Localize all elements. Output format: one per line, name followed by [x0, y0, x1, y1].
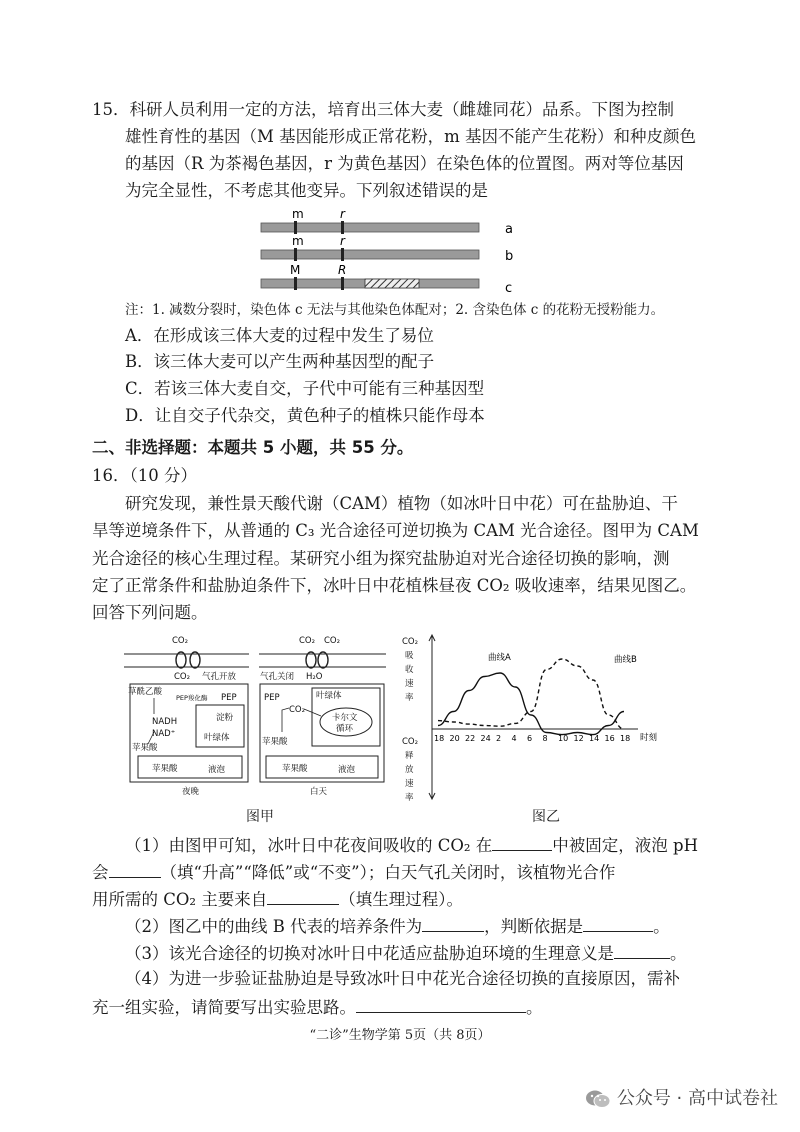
day-pep: PEP — [264, 693, 280, 703]
y-bottom-label-0: CO₂ — [402, 737, 419, 747]
figure-jia — [124, 632, 394, 802]
night-malate-2: 苹果酸 — [152, 764, 178, 774]
x-tick-label: 8 — [542, 734, 548, 743]
night-pep: PEP — [221, 693, 237, 703]
chromosome-label-a: a — [505, 222, 513, 237]
y-top-label-0: CO₂ — [402, 637, 419, 647]
y-top-label-2: 收 — [405, 665, 414, 675]
night-co2-bottom: CO₂ — [174, 672, 191, 682]
day-stoma-closed: 气孔关闭 — [260, 672, 295, 682]
fig-yi-caption: 图乙 — [532, 809, 560, 825]
sub1-blank-3[interactable] — [267, 886, 339, 905]
sub2-text-c: 。 — [653, 917, 670, 936]
chromosome-a — [261, 223, 479, 232]
day-vacuole: 液泡 — [338, 765, 356, 775]
night-co2-top: CO₂ — [172, 636, 189, 646]
sub1-line-1 — [125, 832, 698, 858]
sub3-text-b: 。 — [670, 944, 687, 963]
fig-jia-caption: 图甲 — [246, 809, 274, 825]
y-top-label-1: 吸 — [405, 651, 414, 661]
x-tick-label: 20 — [449, 734, 460, 743]
q15-note: 注：1. 减数分裂时，染色体 c 无法与其他染色体配对；2. 含染色体 c 的花粉无授粉能力。 — [125, 302, 665, 318]
night-malate-1: 苹果酸 — [132, 743, 158, 753]
sub1-text-b: 中被固定，液泡 pH — [552, 836, 698, 855]
day-caption: 白天 — [310, 787, 328, 797]
q15-line-2: 雄性育性的基因（M 基因能形成正常花粉，m 基因不能产生花粉）和种皮颜色 — [125, 127, 697, 146]
y-top-label-3: 速 — [405, 679, 414, 689]
y-top-label-4: 率 — [405, 693, 414, 703]
section-heading: 二、非选择题：本题共 5 小题，共 55 分。 — [92, 438, 414, 457]
gene-label-m-b: m — [292, 234, 304, 248]
sub1-text-f: （填生理过程）。 — [339, 890, 464, 909]
night-chloroplast: 叶绿体 — [204, 733, 230, 743]
night-oaa: 草酰乙酸 — [128, 687, 163, 697]
x-tick-label: 6 — [527, 734, 533, 743]
sub4-blank[interactable] — [356, 994, 526, 1013]
sub4-text-c: 。 — [526, 998, 543, 1017]
q15-option-a: A．在形成该三体大麦的过程中发生了易位 — [125, 326, 434, 345]
night-starch: 淀粉 — [216, 713, 234, 723]
q15-option-c: C．若该三体大麦自交，子代中可能有三种基因型 — [125, 379, 485, 398]
sub3-line — [125, 940, 687, 966]
x-unit-label: 时刻 — [640, 733, 658, 743]
watermark-text: 公众号 · 高中试卷社 — [616, 1088, 778, 1109]
gene-label-R-c: R — [338, 263, 347, 277]
q16-para-4: 定了正常条件和盐胁迫条件下，冰叶日中花植株昼夜 CO₂ 吸收速率，结果见图乙。 — [92, 576, 697, 595]
gene-label-M-c: M — [290, 263, 301, 277]
q15-option-d: D．让自交子代杂交，黄色种子的植株只能作母本 — [125, 406, 485, 425]
gene-label-m-a: m — [292, 207, 304, 221]
x-tick-label: 18 — [434, 734, 445, 743]
curve-b-line — [438, 659, 624, 729]
day-malate-1: 苹果酸 — [262, 737, 288, 747]
gene-label-r-b: r — [340, 234, 345, 248]
sub4-line-2 — [92, 994, 543, 1020]
x-tick-label: 22 — [465, 734, 476, 743]
q15-line-4: 为完全显性，不考虑其他变异。下列叙述错误的是 — [125, 181, 488, 200]
day-h2o: H₂O — [306, 672, 323, 682]
curve-a-line — [438, 673, 624, 735]
sub2-text-b: ，判断依据是 — [484, 917, 584, 936]
x-tick-label: 18 — [620, 734, 631, 743]
figure-yi-chart — [402, 632, 670, 802]
q15-line-1: 15．科研人员利用一定的方法，培育出三体大麦（雌雄同花）品系。下图为控制 — [92, 100, 674, 119]
x-tick-label: 10 — [558, 734, 569, 743]
x-tick-label: 4 — [511, 734, 517, 743]
day-malate-2: 苹果酸 — [282, 764, 308, 774]
q16-para-3: 光合途径的核心生理过程。某研究小组为探究盐胁迫对光合途径切换的影响，测 — [92, 549, 670, 568]
curve-b-label: 曲线B — [614, 655, 637, 665]
night-pep-enzyme: PEP羧化酶 — [176, 694, 208, 702]
sub1-text-d: （填“升高”“降低”或“不变”）；白天气孔关闭时，该植物光合作 — [160, 863, 616, 882]
chromosome-label-c: c — [505, 281, 513, 296]
day-co2-mid: CO₂ — [289, 705, 306, 715]
sub2-blank-2[interactable] — [583, 913, 653, 932]
y-bottom-label-1: 释 — [405, 751, 414, 761]
y-bottom-label-3: 速 — [405, 779, 414, 789]
sub1-text-c: 会 — [92, 863, 109, 882]
calvin-label-1: 卡尔文 — [332, 713, 358, 723]
calvin-label-2: 循环 — [336, 724, 354, 734]
wechat-icon — [585, 1089, 611, 1109]
sub3-text-a: （3）该光合途径的切换对冰叶日中花适应盐胁迫环境的生理意义是 — [125, 944, 614, 963]
sub3-blank[interactable] — [614, 940, 670, 959]
day-chloroplast: 叶绿体 — [316, 691, 342, 701]
night-vacuole: 液泡 — [208, 765, 226, 775]
gene-label-r-a: r — [340, 207, 345, 221]
chromosome-label-b: b — [505, 249, 514, 264]
day-co2-b: CO₂ — [324, 636, 341, 646]
sub2-line — [125, 913, 670, 939]
sub4-line-1: （4）为进一步验证盐胁迫是导致冰叶日中花光合途径切换的直接原因，需补 — [125, 969, 680, 988]
q15-option-b: B．该三体大麦可以产生两种基因型的配子 — [125, 352, 435, 371]
night-nadh: NADH — [152, 717, 178, 727]
sub2-blank-1[interactable] — [422, 913, 484, 932]
sub2-text-a: （2）图乙中的曲线 B 代表的培养条件为 — [125, 917, 423, 936]
night-nad: NAD⁺ — [152, 729, 176, 739]
curve-a-label: 曲线A — [488, 653, 511, 663]
sub4-text-b: 充一组实验，请简要写出实验思路。 — [92, 998, 356, 1017]
chromosome-b — [261, 250, 479, 259]
sub1-line-3 — [92, 886, 463, 912]
q16-number: 16．（10 分） — [92, 466, 197, 485]
night-caption: 夜晚 — [182, 787, 200, 797]
x-tick-label: 14 — [589, 734, 600, 743]
x-tick-label: 2 — [496, 734, 502, 743]
sub1-text-e: 用所需的 CO₂ 主要来自 — [92, 890, 268, 909]
sub1-text-a: （1）由图甲可知，冰叶日中花夜间吸收的 CO₂ 在 — [125, 836, 493, 855]
q16-para-5: 回答下列问题。 — [92, 603, 208, 622]
night-stoma-open: 气孔开放 — [202, 672, 237, 682]
x-tick-label: 16 — [604, 734, 615, 743]
x-tick-label: 12 — [573, 734, 584, 743]
day-co2-a: CO₂ — [299, 636, 316, 646]
q15-line-3: 的基因（R 为茶褐色基因，r 为黄色基因）在染色体的位置图。两对等位基因 — [125, 154, 684, 173]
chromosome-figure — [255, 205, 535, 297]
sub1-blank-2[interactable] — [109, 859, 161, 878]
q16-para-2: 旱等逆境条件下，从普通的 C₃ 光合途径可逆切换为 CAM 光合途径。图甲为 CAM — [92, 521, 699, 540]
y-bottom-label-4: 率 — [405, 793, 414, 802]
watermark — [585, 1084, 778, 1110]
sub1-line-2 — [92, 859, 615, 885]
sub1-blank-1[interactable] — [492, 832, 552, 851]
page-footer: “二诊”生物学第 5页（共 8页） — [309, 1028, 491, 1043]
x-tick-label: 24 — [480, 734, 491, 743]
y-bottom-label-2: 放 — [405, 765, 414, 775]
q16-para-1: 研究发现，兼性景天酸代谢（CAM）植物（如冰叶日中花）可在盐胁迫、干 — [125, 494, 678, 513]
